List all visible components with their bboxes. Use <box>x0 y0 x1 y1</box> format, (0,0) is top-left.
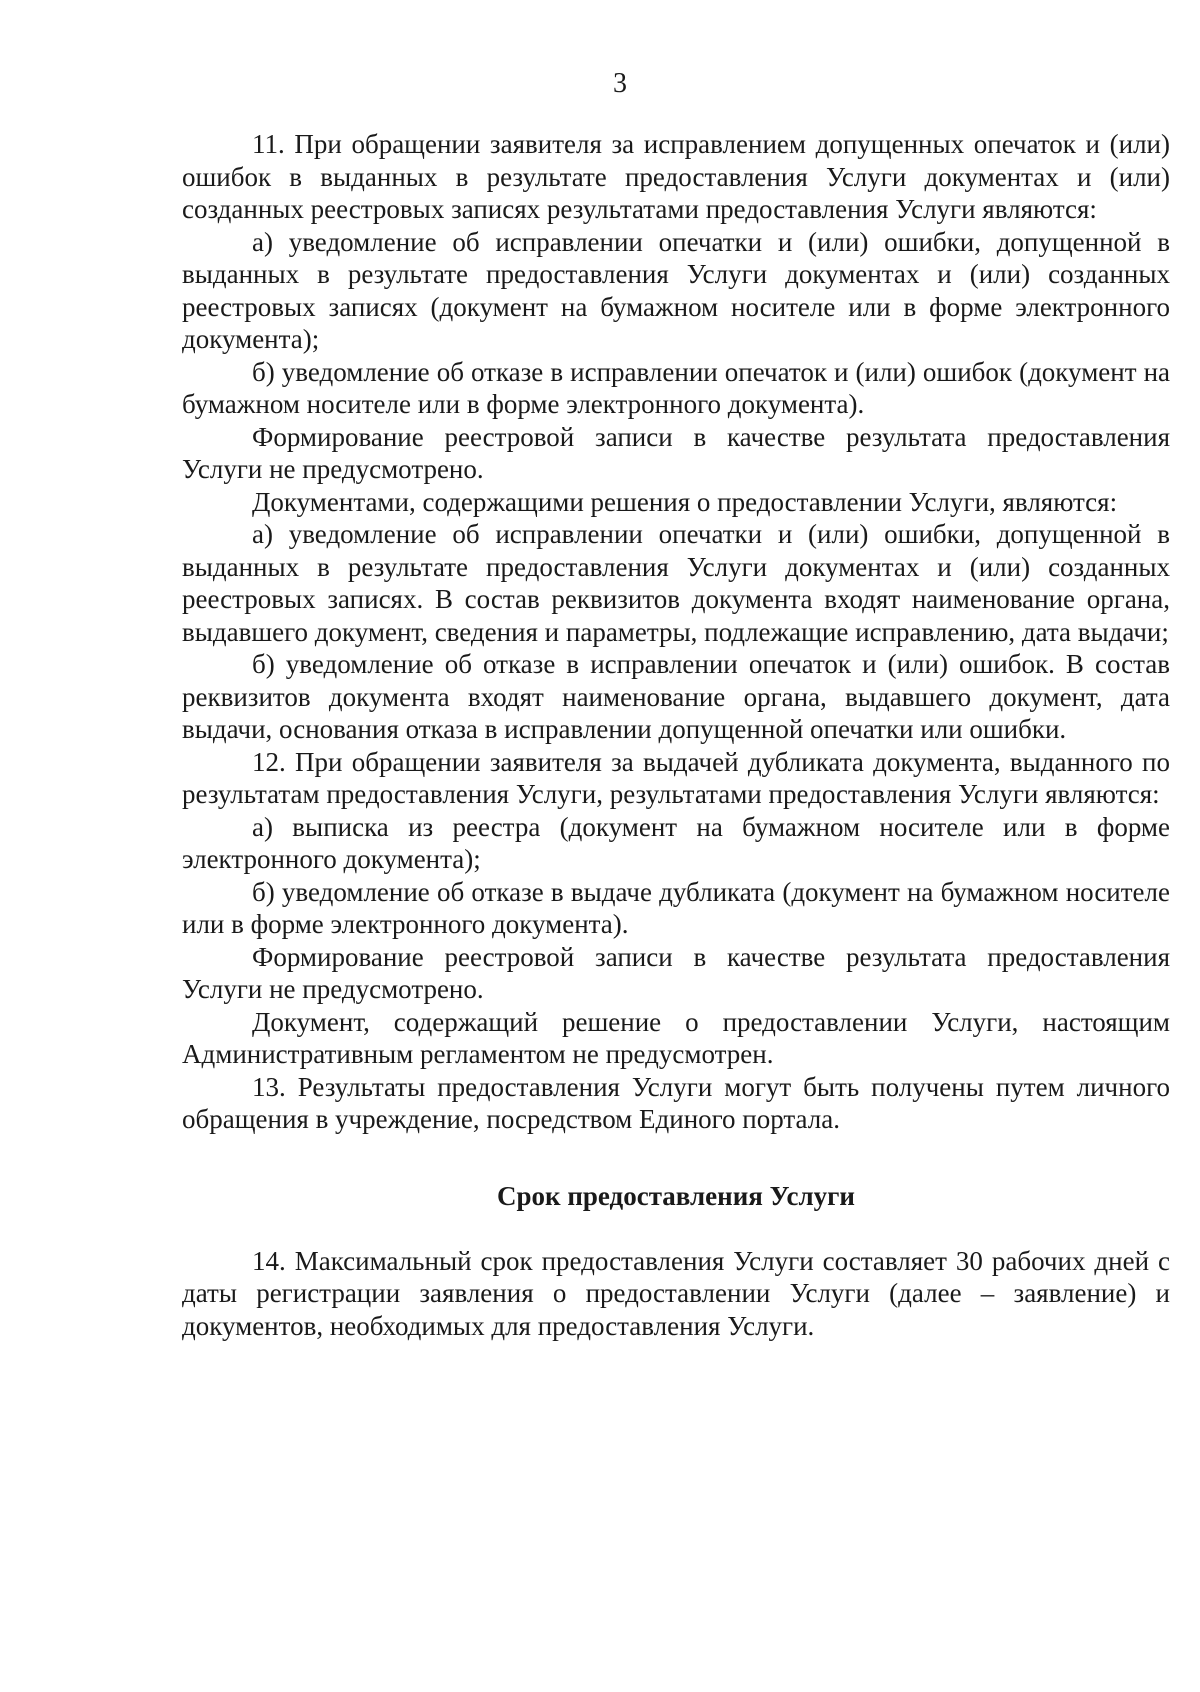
paragraph-decision-note: Документ, содержащий решение о предоставлении Услуги, настоящим Административным регламентом не предусмотрен. <box>182 1006 1170 1069</box>
paragraph-registry-note: Формирование реестровой записи в качестве результата предоставления Услуги не предусмотрено. <box>182 421 1170 484</box>
paragraph-decision-b: б) уведомление об отказе в исправлении опечаток и (или) ошибок. В состав реквизитов документа входят наименование органа, выдавшего документ, дата выдачи, основания отказа в исправлении допущенной опечатки или ошибки. <box>182 649 1170 744</box>
paragraph-decision-a: а) уведомление об исправлении опечатки и (или) ошибки, допущенной в выданных в результате предоставления Услуги документах и (или) созданных реестровых записях. В состав реквизитов документа входят наименование органа, выдавшего документ, сведения и параметры, подлежащие исправлению, дата выдачи; <box>182 519 1170 647</box>
paragraph-12-b: б) уведомление об отказе в выдаче дубликата (документ на бумажном носителе или в форме электронного документа). <box>182 876 1170 939</box>
paragraph-12-a: а) выписка из реестра (документ на бумажном носителе или в форме электронного документа); <box>182 811 1170 874</box>
spacer <box>182 1212 1170 1245</box>
spacer <box>182 1136 1170 1180</box>
section-heading: Срок предоставления Услуги <box>497 1180 855 1211</box>
paragraph-14: 14. Максимальный срок предоставления Услуги составляет 30 рабочих дней с даты регистрации заявления о предоставлении Услуги (далее – заявление) и документов, необходимых для предоставления Услуги. <box>182 1245 1170 1341</box>
paragraph-11: 11. При обращении заявителя за исправлением допущенных опечаток и (или) ошибок в выданных в результате предоставления Услуги документах и (или) созданных реестровых записях результатами предоставления Услуги являются: <box>182 129 1170 224</box>
paragraph-12: 12. При обращении заявителя за выдачей дубликата документа, выданного по результатам предоставления Услуги, результатами предоставления Услуги являются: <box>182 746 1170 809</box>
results-section <box>182 128 1170 1136</box>
term-section <box>182 1180 1170 1343</box>
paragraph-11-b: б) уведомление об отказе в исправлении опечаток и (или) ошибок (документ на бумажном носителе или в форме электронного документа). <box>182 356 1170 419</box>
paragraph-decision-documents: Документами, содержащими решения о предоставлении Услуги, являются: <box>252 486 1118 517</box>
paragraph-13: 13. Результаты предоставления Услуги могут быть получены путем личного обращения в учреждение, посредством Единого портала. <box>182 1071 1170 1134</box>
paragraph-11-a: а) уведомление об исправлении опечатки и (или) ошибки, допущенной в выданных в результате предоставления Услуги документах и (или) созданных реестровых записях (документ на бумажном носителе или в форме электронного документа); <box>182 226 1170 354</box>
paragraph-registry-note-2: Формирование реестровой записи в качестве результата предоставления Услуги не предусмотрено. <box>182 941 1170 1004</box>
page-number: 3 <box>613 68 627 99</box>
document-body <box>182 128 1170 1342</box>
